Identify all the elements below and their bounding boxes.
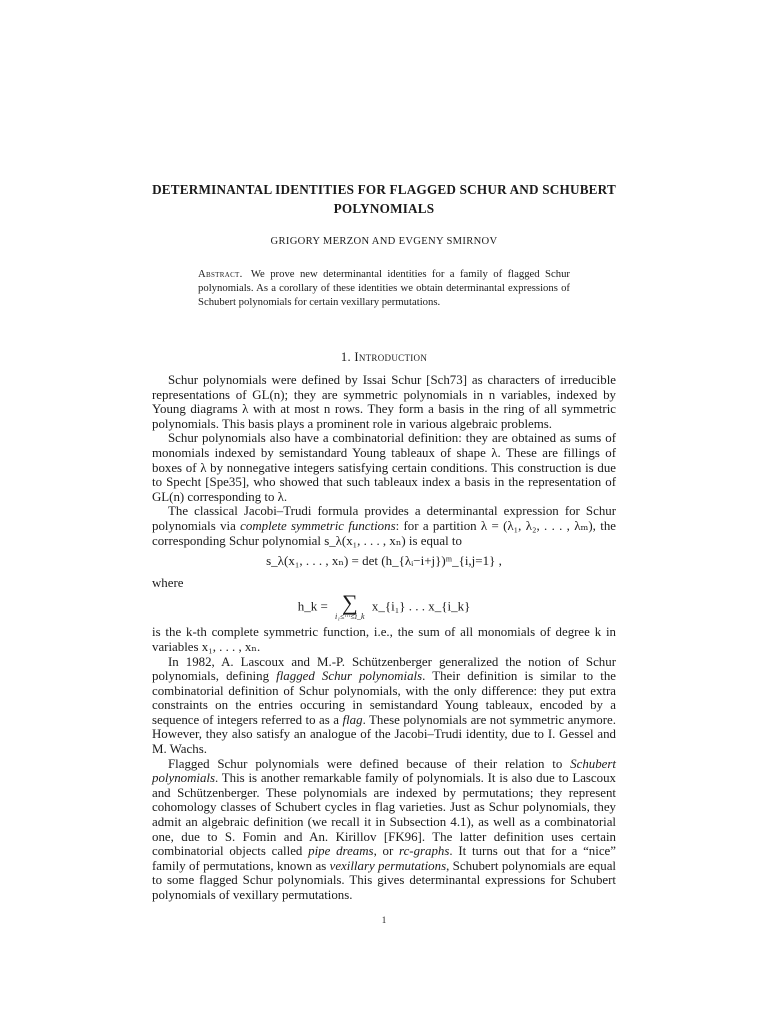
eq2-rhs: x_{i₁} . . . x_{i_k} [371,598,471,614]
p6-emphasis-1: Schubert polynomials [152,756,616,786]
p6-emphasis-3: rc-graphs [399,844,450,859]
p5-emphasis-2: flag [342,712,363,727]
section-number: 1. [340,350,351,364]
p6-text-b: . This is another remarkable family of polynomials. It is also due to Lascoux and Schützenberger. These polynomials are indexed by permutations; they represent cohomology classes of Schubert cycles in flag varieties. Just as Schur polynomials, they admit an algebraic definition (we recall it in Subsection 4.1), as well as a combinatorial one, due to S. Fomin and An. Kirillov [FK96]. The latter definition uses certain combinatorial objects called [152,771,616,859]
section-title: Introduction [354,350,428,364]
paragraph-3 [152,504,616,548]
p6-emphasis-4: vexillary permutations [329,858,447,873]
p3-text-a: The classical Jacobi–Trudi formula provides a determinantal expression for Schur polynomials via [152,504,616,533]
paragraph-1: Schur polynomials were defined by Issai Schur [Sch73] as characters of irreducible representations of GL(n); they are symmetric polynomials in n variables, indexed by Young diagrams λ with at most n rows. They form a basis in the ring of all symmetric polynomials. This basis plays a prominent role in various algebraic problems. [152,373,616,431]
equation-complete-symmetric [152,590,616,622]
p6-text-a: Flagged Schur polynomials were defined because of their relation to [168,756,571,771]
p6-text-d: . It turns out that for a “nice” family of permutations, known as [152,844,617,873]
p6-text-c: , or [373,844,400,859]
paper-title: DETERMINANTAL IDENTITIES FOR FLAGGED SCHUR AND SCHUBERT POLYNOMIALS [152,182,616,216]
eq2-lhs: h_k = [297,598,328,614]
p5-emphasis-1: flagged Schur polynomials [276,669,423,684]
page-number: 1 [381,915,387,925]
paragraph-4: is the k-th complete symmetric function, i.e., the sum of all monomials of degree k in variables x₁, . . . , xₙ. [152,625,616,654]
section-body [152,373,616,903]
p3-text-b: : for a partition λ = (λ₁, λ₂, . . . , λₘ), the corresponding Schur polynomial s_λ(x₁, . . . , xₙ) is equal to [152,518,616,548]
p5-text-a: In 1982, A. Lascoux and M.-P. Schützenberger generalized the notion of Schur polynomials, defining [152,654,616,684]
p6-text-e: , Schubert polynomials are equal to some flagged Schur polynomials. This gives determinantal expressions for Schubert polynomials of vexillary permutations. [152,858,616,902]
abstract [198,267,570,310]
p3-emphasis: complete symmetric functions [240,518,396,533]
sigma-symbol: ∑ [341,590,358,616]
paragraph-5 [152,655,616,757]
summation [335,590,365,622]
abstract-text: We prove new determinantal identities for a family of flagged Schur polynomials. As a corollary of these identities we obtain determinantal expressions of Schubert polynomials for certain vexillary permutations. [198,268,570,309]
equation-jacobi-trudi: s_λ(x₁, . . . , xₙ) = det (h_{λᵢ−i+j})ᵐ_{i,j=1} , [266,553,502,569]
where-label: where [152,575,184,590]
abstract-label: Abstract. [198,268,243,280]
section-heading [150,350,618,365]
p6-emphasis-2: pipe dreams [308,844,374,859]
p5-text-b: . Their definition is similar to the combinatorial definition of Schur polynomials, with the only difference: they put extra constraints on the entries occuring in semistandard Young tableaux, encoded by a sequence of integers referred to as a [152,669,616,727]
paper-authors: GRIGORY MERZON AND EVGENY SMIRNOV [270,236,498,247]
p5-text-c: . These polynomials are not symmetric anymore. However, they also satisfy an analogue of the Jacobi–Trudi identity, due to I. Gessel and M. Wachs. [152,712,616,757]
paragraph-6 [152,757,616,903]
paragraph-2: Schur polynomials also have a combinatorial definition: they are obtained as sums of monomials indexed by semistandard Young tableaux of shape λ. These are fillings of boxes of λ by nonnegative integers satisfying certain conditions. This construction is due to Specht [Spe35], who showed that such tableaux index a basis in the representation of GL(n) corresponding to λ. [152,431,616,504]
summation-limits: i₁≤···≤i_k [335,612,365,622]
